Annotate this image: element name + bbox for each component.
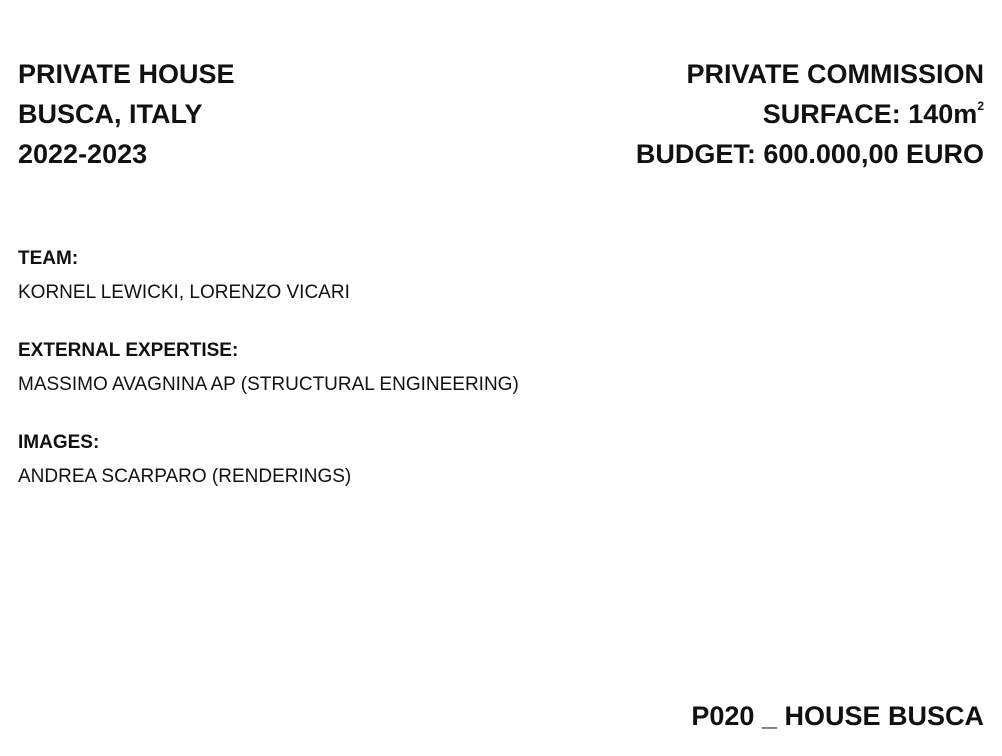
- project-commission: PRIVATE COMMISSION: [686, 59, 984, 89]
- team-heading: TEAM:: [18, 248, 79, 269]
- surface-superscript: 2: [977, 99, 984, 113]
- project-budget: BUDGET: 600.000,00 EURO: [635, 139, 984, 169]
- external-expertise-value: MASSIMO AVAGNINA AP (STRUCTURAL ENGINEERING): [18, 374, 519, 395]
- team-value: KORNEL LEWICKI, LORENZO VICARI: [18, 282, 350, 303]
- external-expertise-block: [18, 338, 519, 398]
- images-block: [18, 430, 519, 490]
- credits-section: [18, 246, 519, 522]
- project-surface: [636, 94, 984, 134]
- project-years: 2022-2023: [18, 139, 148, 169]
- external-expertise-heading: EXTERNAL EXPERTISE:: [18, 340, 239, 361]
- project-type: PRIVATE HOUSE: [18, 59, 235, 89]
- surface-label: SURFACE: 140m: [762, 99, 978, 129]
- project-code: P020 _ HOUSE BUSCA: [691, 701, 984, 731]
- images-heading: IMAGES:: [18, 432, 100, 453]
- team-block: [18, 246, 519, 306]
- images-value: ANDREA SCARPARO (RENDERINGS): [18, 466, 352, 487]
- project-info-right: [636, 54, 984, 174]
- project-location: BUSCA, ITALY: [18, 99, 203, 129]
- project-info-left: [18, 54, 235, 174]
